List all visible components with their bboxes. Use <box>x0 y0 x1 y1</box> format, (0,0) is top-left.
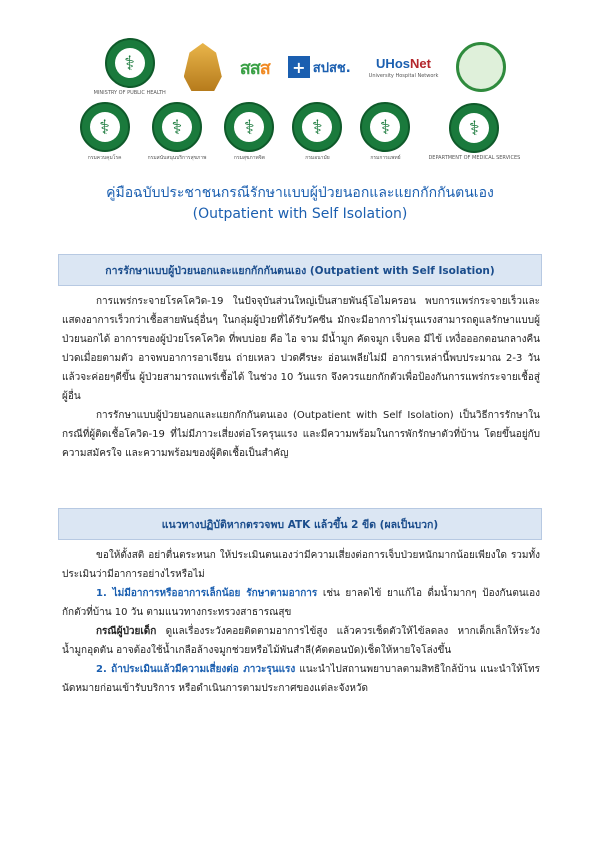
logos-row-top <box>0 38 600 96</box>
moph-seal-icon <box>360 102 410 152</box>
list-item: กรณีผู้ป่วยเด็ก ดูแลเรื่องระวังคอยติดตามอาการไข้สูง แล้วควรเช็ดตัวให้ไข้ลดลง หากเด็กเล็กให้ระวังน้ำมูกอุดตัน อาจต้องใช้น้ำเกลือล้างจมูกช่วยหรือไม้พันสำลี(คัตตอนบัด)เช็ดให้หายใจโล่งขึ้น <box>62 626 540 656</box>
logos-row-bottom <box>0 102 600 162</box>
crest-logo <box>184 43 222 91</box>
ddc-logo: ⚕ กรมควบคุมโรค <box>80 102 130 162</box>
anamai-logo: ⚕ กรมอนามัย <box>292 102 342 162</box>
moph-seal-icon <box>152 102 202 152</box>
uhosnet-logo: UHosNet University Hospital Network <box>368 55 439 79</box>
moph-seal-icon <box>449 103 499 153</box>
nhso-logo: + สปสช. <box>288 56 351 78</box>
section-heading-atk: แนวทางปฏิบัติหากตรวจพบ ATK แล้วขึ้น 2 ขีด (ผลเป็นบวก) <box>58 508 542 540</box>
bkk-logo <box>456 42 506 92</box>
page-title: คู่มือฉบับประชาชนกรณีรักษาแบบผู้ป่วยนอกและแยกกักกันตนเอง <box>106 185 494 201</box>
section-body-atk <box>62 546 540 698</box>
section-body-outpatient <box>62 292 540 463</box>
dms-logo: ⚕ กรมการแพทย์ <box>360 102 410 162</box>
hss-logo: ⚕ กรมสนับสนุนบริการสุขภาพ <box>148 102 207 162</box>
dmh-logo: ⚕ กรมสุขภาพจิต <box>224 102 274 162</box>
dms-en-logo: ⚕ DEPARTMENT OF MEDICAL SERVICES <box>428 103 520 161</box>
paragraph: การรักษาแบบผู้ป่วยนอกและแยกกักกันตนเอง (Outpatient with Self Isolation) เป็นวิธีการรักษาในกรณีที่ผู้ติดเชื้อโควิด-19 ที่ไม่มีภาวะเสี่ยงต่อโรครุนแรง และมีความพร้อมในการพักรักษาตัวที่บ้าน โดยขึ้นอยู่กับความสมัครใจ และความพร้อมของผู้ติดเชื้อเป็นสำคัญ <box>62 410 540 459</box>
crest-icon <box>184 43 222 91</box>
list-item: 2. ถ้าประเมินแล้วมีความเสี่ยงต่อ ภาวะรุนแรง แนะนำไปสถานพยาบาลตามสิทธิใกล้บ้าน แนะนำให้โทรนัดหมายก่อนเข้ารับบริการ หรือดำเนินการตามประกาศของแต่ละจังหวัด <box>62 664 540 694</box>
nhso-cross-icon: + <box>288 56 310 78</box>
bkk-seal-icon <box>456 42 506 92</box>
moph-seal-icon <box>105 38 155 88</box>
section-heading-outpatient: การรักษาแบบผู้ป่วยนอกและแยกกักกันตนเอง (Outpatient with Self Isolation) <box>58 254 542 286</box>
paragraph: ขอให้ตั้งสติ อย่าตื่นตระหนก ให้ประเมินตนเองว่ามีความเสี่ยงต่อการเจ็บป่วยหนักมากน้อยเพียงใด รวมทั้งประเมินว่ามีอาการอย่างไรหรือไม่ <box>62 550 540 580</box>
list-item: 1. ไม่มีอาการหรืออาการเล็กน้อย รักษาตามอาการ เช่น ยาลดไข้ ยาแก้ไอ ดื่มน้ำมากๆ ป้องกันตนเองกักตัวที่บ้าน 10 วัน ตามแนวทางกระทรวงสาธารณสุข <box>62 588 540 618</box>
paragraph: การแพร่กระจายโรคโควิด-19 ในปัจจุบันส่วนใหญ่เป็นสายพันธุ์โอไมครอน พบการแพร่กระจายเร็วและแสดงอาการเร็วกว่าเชื้อสายพันธุ์อื่นๆ ในกลุ่มผู้ป่วยที่ได้รับวัคซีน มักจะมีอาการไม่รุนแรงสามารถดูแลรักษาแบบผู้ป่วยนอกได้ อาการของผู้ป่วยโรคโควิด ที่พบบ่อย คือ ไอ จาม มีน้ำมูก คัดจมูก เจ็บคอ มีไข้ เหงื่อออกตอนกลางคืน ปวดเมื่อยตามตัว อาจพบอาการอาเจียน ถ่ายเหลว ปวดศีรษะ อ่อนเพลียไม่มี อาการเหล่านี้พบประมาณ 2-3 วัน แล้วจะค่อยๆดีขึ้น ผู้ป่วยสามารถแพร่เชื้อได้ ในช่วง 10 วันแรก จึงควรแยกกักตัวเพื่อป้องกันการแพร่กระจายเชื้อสู่ผู้อื่น <box>62 296 540 402</box>
page-subtitle: (Outpatient with Self Isolation) <box>192 206 408 222</box>
moph-seal-icon <box>292 102 342 152</box>
moph-seal-icon <box>224 102 274 152</box>
thaihealth-logo: สสส <box>239 57 270 79</box>
moph-logo: ⚕ MINISTRY OF PUBLIC HEALTH <box>94 38 166 96</box>
moph-seal-icon <box>80 102 130 152</box>
